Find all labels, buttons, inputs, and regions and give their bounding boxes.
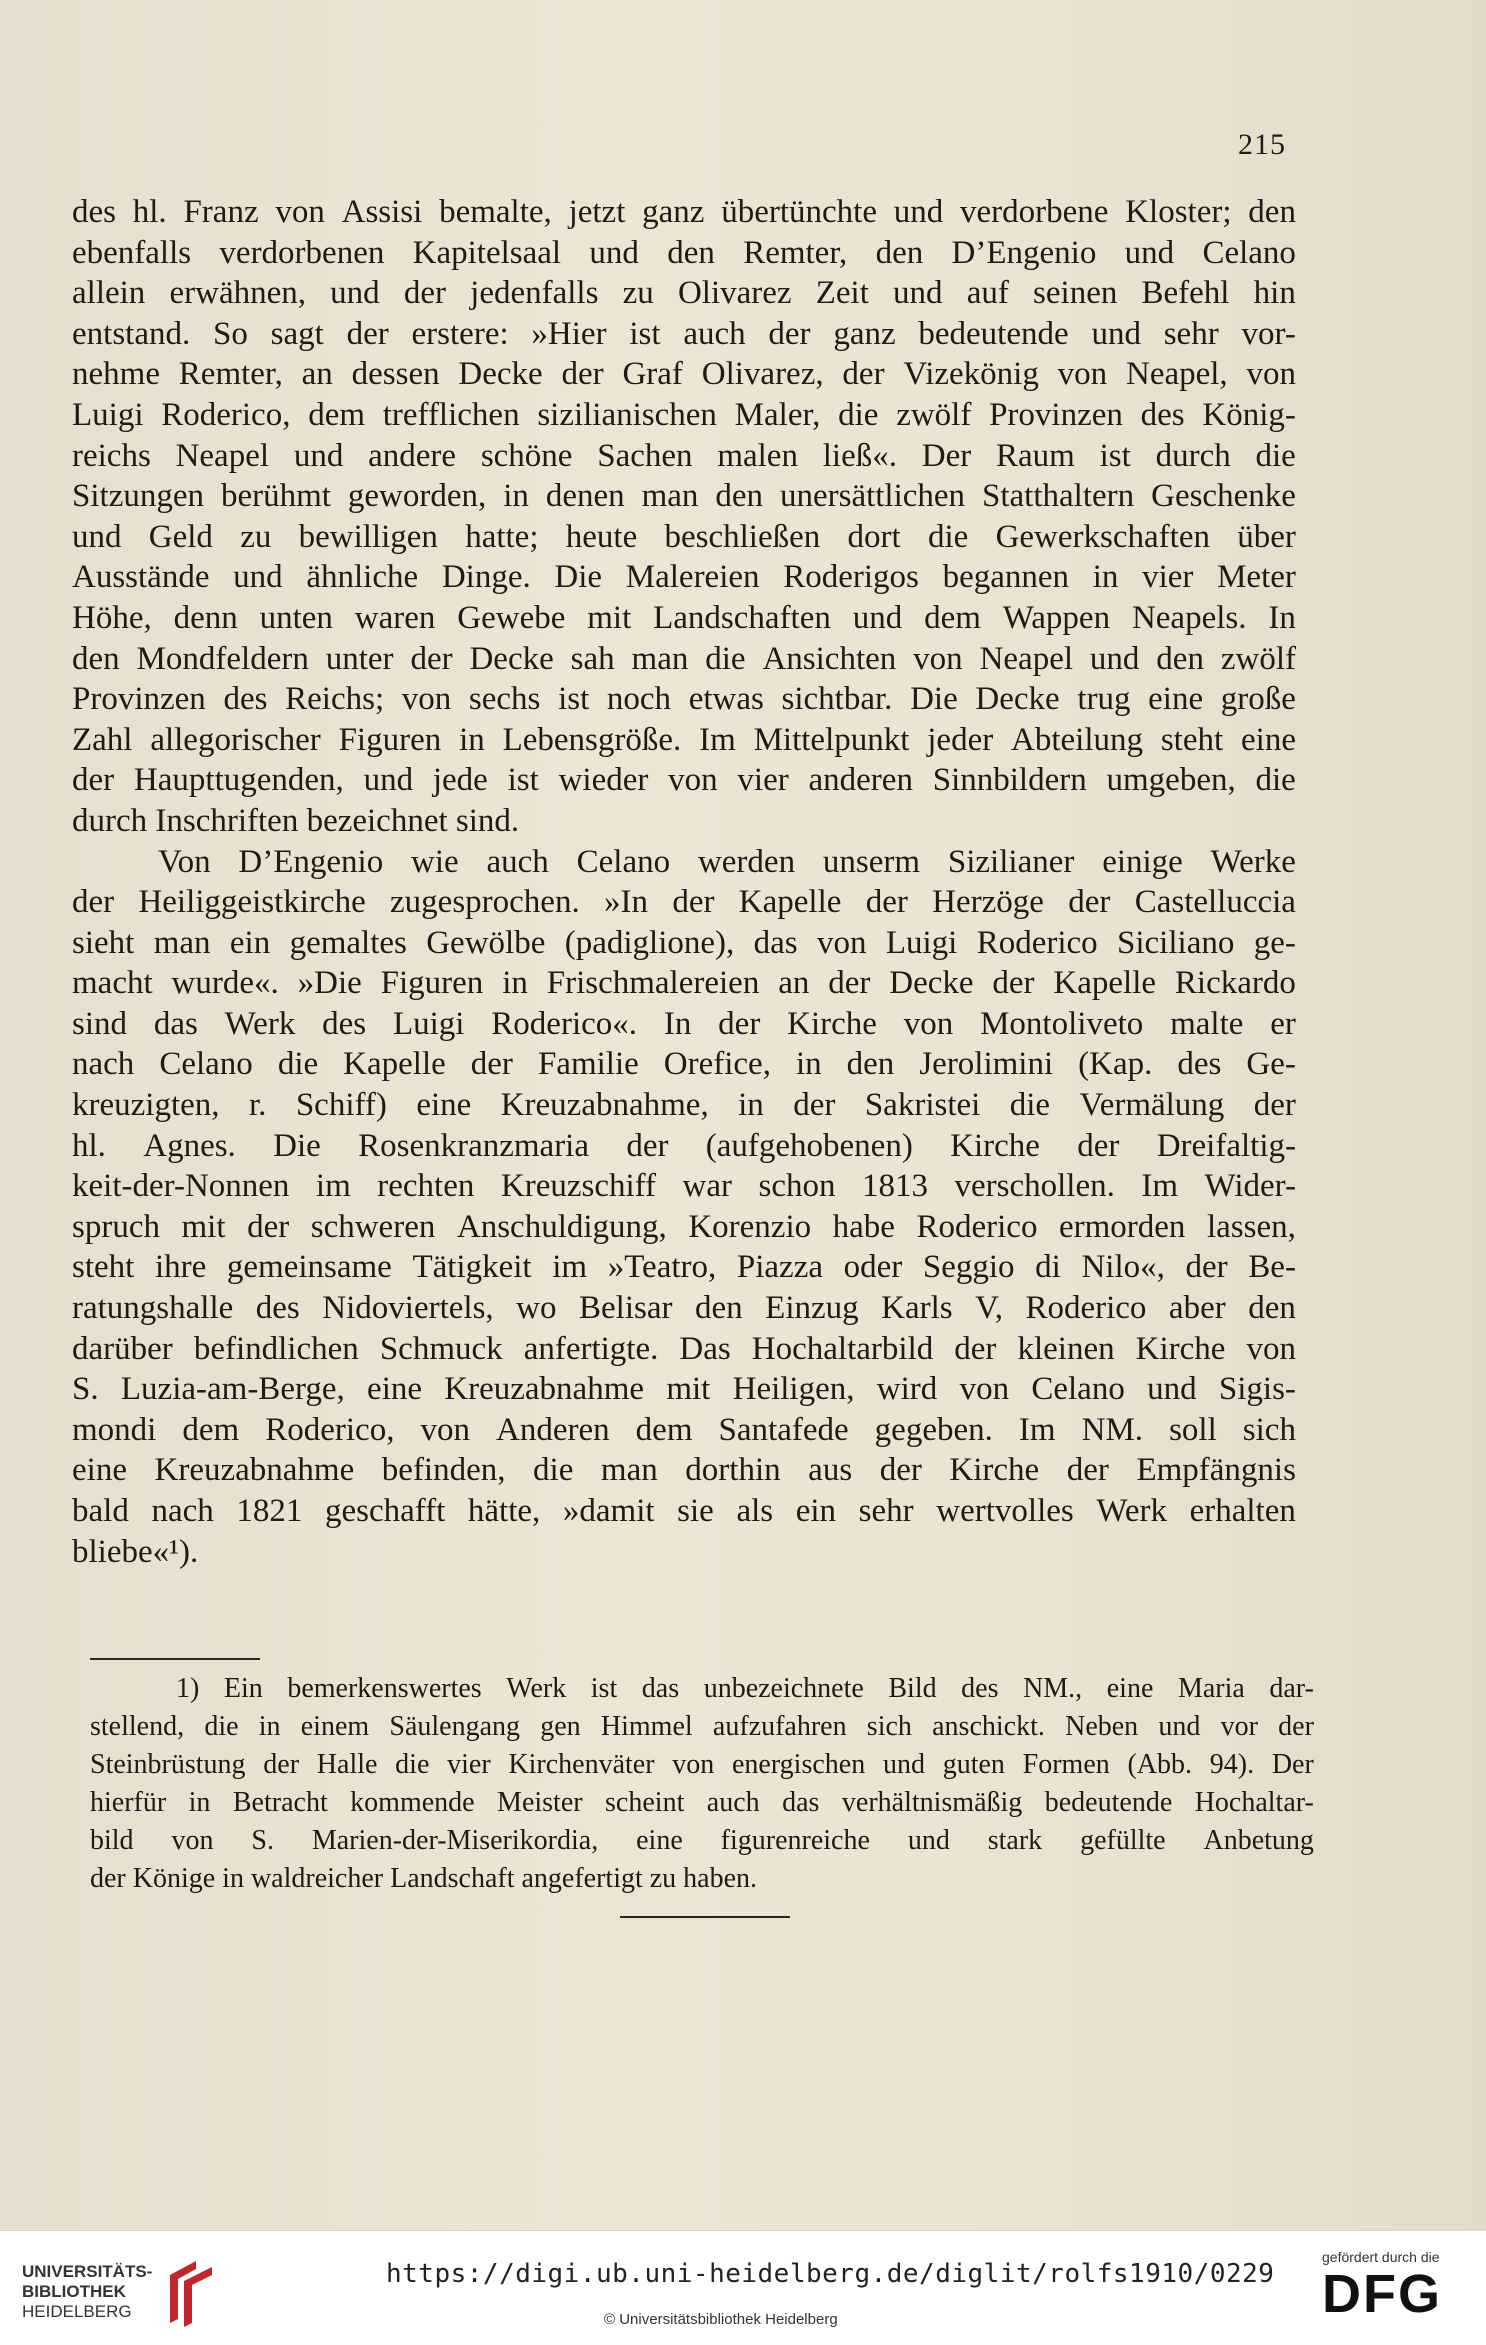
end-rule: [620, 1916, 790, 1918]
text-line: steht ihre gemeinsame Tätigkeit im »Teatro, Piazza oder Seggio di Nilo«, der Be-: [72, 1249, 1296, 1286]
text-line: sieht man ein gemaltes Gewölbe (padiglione), das von Luigi Roderico Siciliano ge-: [72, 924, 1296, 961]
text-line: und Geld zu bewilligen hatte; heute beschließen dort die Gewerkschaften über: [72, 518, 1296, 555]
text-line: eine Kreuzabnahme befinden, die man dorthin aus der Kirche der Empfängnis: [72, 1452, 1296, 1489]
text-line: mondi dem Roderico, von Anderen dem Santafede gegeben. Im NM. soll sich: [72, 1411, 1296, 1448]
library-name-line3: HEIDELBERG: [22, 2302, 132, 2321]
copyright-notice: © Universitätsbibliothek Heidelberg: [604, 2311, 838, 2328]
footnote-line: stellend, die in einem Säulengang gen Himmel aufzufahren sich anschickt. Neben und vor der: [90, 1711, 1314, 1742]
text-line: darüber befindlichen Schmuck anfertigte. Das Hochaltarbild der kleinen Kirche von: [72, 1330, 1296, 1367]
text-line: ebenfalls verdorbenen Kapitelsaal und den Remter, den D’Engenio und Celano: [72, 234, 1296, 271]
text-line: allein erwähnen, und der jedenfalls zu Olivarez Zeit und auf seinen Befehl hin: [72, 275, 1296, 312]
text-line: entstand. So sagt der erstere: »Hier ist auch der ganz bedeutende und sehr vor-: [72, 315, 1296, 352]
text-line: reichs Neapel und andere schöne Sachen malen ließ«. Der Raum ist durch die: [72, 437, 1296, 474]
footnote-rule: [90, 1658, 260, 1660]
dfg-wordmark: DFG: [1322, 2264, 1442, 2324]
page-number: 215: [1238, 128, 1286, 161]
text-line: Höhe, denn unten waren Gewebe mit Landschaften und dem Wappen Neapels. In: [72, 599, 1296, 636]
permalink-url[interactable]: https://digi.ub.uni-heidelberg.de/diglit/rolfs1910/0229: [386, 2259, 1275, 2289]
footnote-line: Steinbrüstung der Halle die vier Kirchenväter von energischen und guten Formen (Abb. 94). Der: [90, 1749, 1314, 1780]
text-line: spruch mit der schweren Anschuldigung, Korenzio habe Roderico ermorden lassen,: [72, 1208, 1296, 1245]
text-line: der Haupttugenden, und jede ist wieder von vier anderen Sinnbildern umgeben, die: [72, 762, 1296, 799]
library-logo[interactable]: [22, 2257, 222, 2327]
text-line: durch Inschriften bezeichnet sind.: [72, 802, 520, 839]
text-line: sind das Werk des Luigi Roderico«. In der Kirche von Montoliveto malte er: [72, 1005, 1296, 1042]
text-line: der Heiliggeistkirche zugesprochen. »In der Kapelle der Herzöge der Castelluccia: [72, 884, 1296, 921]
text-line: bald nach 1821 geschafft hätte, »damit sie als ein sehr wertvolles Werk erhalten: [72, 1493, 1296, 1529]
text-line: ratungshalle des Nidoviertels, wo Belisar den Einzug Karls V, Roderico aber den: [72, 1290, 1296, 1327]
text-line: Von D’Engenio wie auch Celano werden unserm Sizilianer einige Werke: [158, 843, 1296, 880]
viewer-footer: [0, 2230, 1486, 2345]
footnote-line: hierfür in Betracht kommende Meister scheint auch das verhältnismäßig bedeutende Hochaltar-: [90, 1787, 1314, 1818]
footnote-line: bild von S. Marien-der-Miserikordia, eine figurenreiche und stark gefüllte Anbetung: [90, 1825, 1314, 1856]
text-line: Ausstände und ähnliche Dinge. Die Malereien Roderigos begannen in vier Meter: [72, 559, 1296, 596]
text-line: nach Celano die Kapelle der Familie Orefice, in den Jerolimini (Kap. des Ge-: [72, 1046, 1296, 1083]
text-line: hl. Agnes. Die Rosenkranzmaria der (aufgehobenen) Kirche der Dreifaltig-: [72, 1127, 1296, 1164]
footnotes: [90, 1670, 1314, 1898]
footnote-line: 1) Ein bemerkenswertes Werk ist das unbezeichnete Bild des NM., eine Maria dar-: [176, 1673, 1314, 1704]
text-line: S. Luzia-am-Berge, eine Kreuzabnahme mit Heiligen, wird von Celano und Sigis-: [72, 1371, 1296, 1408]
text-line: bliebe«¹).: [72, 1533, 199, 1570]
text-line: Zahl allegorischer Figuren in Lebensgröße. Im Mittelpunkt jeder Abteilung steht eine: [72, 721, 1296, 758]
text-line: den Mondfeldern unter der Decke sah man die Ansichten von Neapel und den zwölf: [72, 640, 1296, 677]
body-text: [72, 192, 1296, 1572]
library-name-line2: BIBLIOTHEK: [22, 2282, 126, 2301]
footnote-line: der Könige in waldreicher Landschaft angefertigt zu haben.: [90, 1863, 758, 1894]
text-line: keit-der-Nonnen im rechten Kreuzschiff war schon 1813 verschollen. Im Wider-: [72, 1168, 1296, 1205]
funded-by-label: gefördert durch die: [1322, 2249, 1440, 2265]
text-line: des hl. Franz von Assisi bemalte, jetzt ganz übertünchte und verdorbene Kloster; den: [72, 194, 1296, 230]
text-line: nehme Remter, an dessen Decke der Graf Olivarez, der Vizekönig von Neapel, von: [72, 356, 1296, 393]
library-emblem-icon: [162, 2257, 222, 2327]
text-line: Sitzungen berühmt geworden, in denen man den unersättlichen Statthaltern Geschenke: [72, 478, 1296, 515]
text-line: Luigi Roderico, dem trefflichen sizilianischen Maler, die zwölf Provinzen des König-: [72, 396, 1296, 433]
library-name-line1: UNIVERSITÄTS-: [22, 2262, 153, 2281]
text-line: Provinzen des Reichs; von sechs ist noch etwas sichtbar. Die Decke trug eine große: [72, 681, 1296, 718]
dfg-logo[interactable]: [1322, 2249, 1468, 2324]
text-line: kreuzigten, r. Schiff) eine Kreuzabnahme, in der Sakristei die Vermälung der: [72, 1087, 1296, 1124]
text-line: macht wurde«. »Die Figuren in Frischmalereien an der Decke der Kapelle Rickardo: [72, 965, 1296, 1002]
